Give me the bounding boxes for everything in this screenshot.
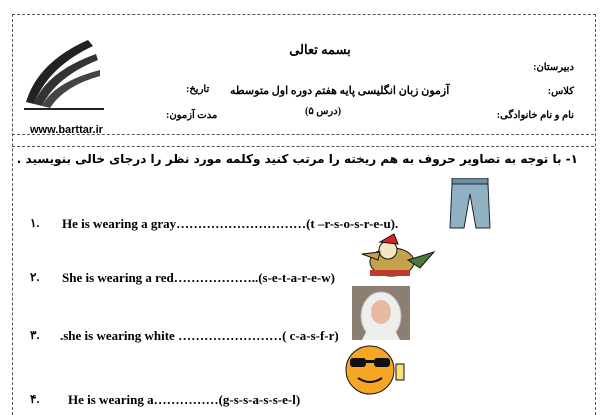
- class-label: کلاس:: [547, 86, 574, 97]
- question-3: .she is wearing white ……………………( c-a-s-f-r): [60, 328, 339, 343]
- duration-label: مدت آزمون:: [166, 110, 218, 121]
- question-number-3: ۳.: [30, 328, 40, 342]
- divider: [12, 146, 594, 147]
- logo-url: www.barttar.ir: [30, 124, 103, 136]
- question-1: He is wearing a gray…………………………(t –r-s-o-s-r-e-u).: [62, 216, 399, 231]
- date-label: تاریخ:: [186, 84, 210, 95]
- lesson-label: (درس ۵): [305, 106, 342, 117]
- name-label: نام و نام خانوادگی:: [496, 110, 574, 121]
- school-label: دبیرستان:: [533, 62, 574, 73]
- exam-title: آزمون زبان انگلیسی پایه هفتم دوره اول متوسطه: [230, 85, 450, 97]
- instruction: ۱- با توجه به تصاویر حروف به هم ریخته را مرتب کنید وکلمه مورد نظر را درجای خالی بنویسید .: [16, 152, 578, 166]
- question-4: He is wearing a……………(g-s-s-a-s-s-e-l): [68, 392, 301, 407]
- question-number-2: ۲.: [30, 270, 40, 284]
- trousers-picture: [448, 178, 492, 235]
- sunglasses-cartoon-picture: [330, 340, 410, 405]
- question-number-1: ۱.: [30, 216, 40, 230]
- page-title: بسمه تعالی: [289, 42, 351, 57]
- question-number-4: ۴.: [30, 392, 40, 406]
- woman-scarf-picture: [352, 286, 410, 345]
- bird-cartoon-picture: [358, 232, 438, 287]
- question-2: She is wearing a red………………..(s-e-t-a-r-e-w): [62, 270, 335, 285]
